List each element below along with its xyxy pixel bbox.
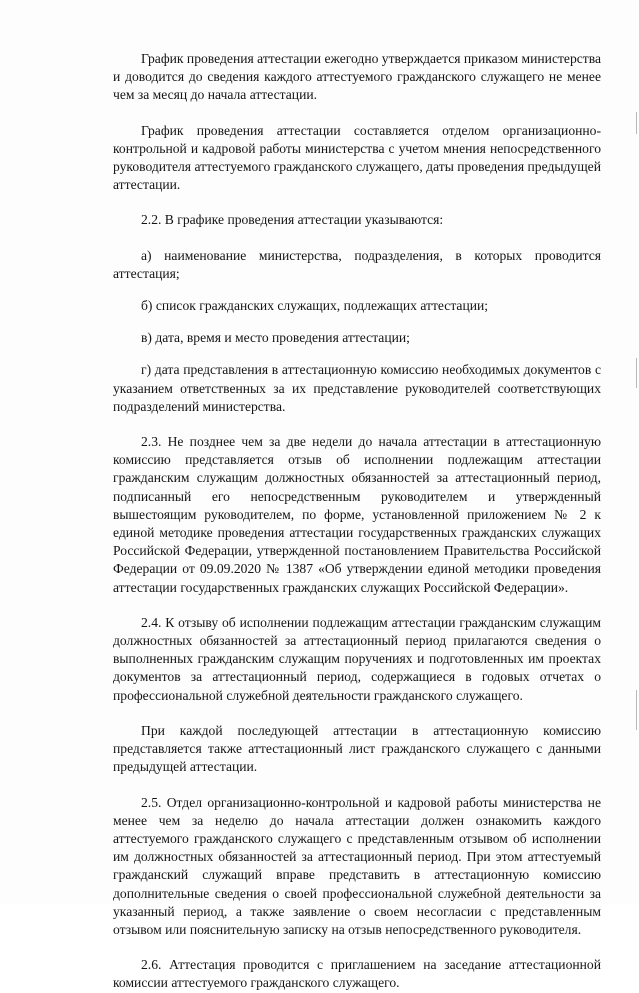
paragraph-schedule-compilation: График проведения аттестации составляется отделом организационно-контрольной и кадровой работы министерства с учетом мнения непосредственного руководителя аттестуемого гражданского служащего, даты проведения предыдущей аттестации. bbox=[113, 122, 601, 193]
paragraph-2-2-b: б) список гражданских служащих, подлежащих аттестации; bbox=[141, 298, 489, 314]
paragraph-2-2: 2.2. В графике проведения аттестации указываются: bbox=[141, 212, 444, 228]
paragraph-schedule-approval: График проведения аттестации ежегодно утверждается приказом министерства и доводится до сведения каждого аттестуемого гражданского служащего не менее чем за месяц до начала аттестации. bbox=[113, 51, 601, 103]
scan-edge-mark bbox=[636, 358, 637, 388]
paragraph-2-6: 2.6. Аттестация проводится с приглашением на заседание аттестационной комиссии аттестуемого гражданского служащего. bbox=[113, 957, 601, 991]
paragraph-2-2-v: в) дата, время и место проведения аттестации; bbox=[141, 330, 410, 346]
paragraph-2-2-g: г) дата представления в аттестационную комиссию необходимых документов с указанием ответственных за их представление руководителей соответствующих подразделений министерства. bbox=[113, 362, 601, 414]
paragraph-2-5: 2.5. Отдел организационно-контрольной и кадровой работы министерства не менее чем за неделю до начала аттестации должен ознакомить каждого аттестуемого гражданского служащего с представленным отзывом об исполнении им должностных обязанностей за аттестационный период. При этом аттестуемый гражданский служащий вправе представить в аттестационную комиссию дополнительные сведения о своей профессиональной служебной деятельности за указанный период, а также заявление о своем несогласии с представленным отзывом или пояснительную записку на отзыв непосредственного руководителя. bbox=[113, 794, 601, 937]
paragraph-2-3: 2.3. Не позднее чем за две недели до начала аттестации в аттестационную комиссию представляется отзыв об исполнении подлежащим аттестации гражданским служащим должностных обязанностей за аттестационный период, подписанный его непосредственным руководителем и утвержденный вышестоящим руководителем, по форме, установленной приложением № 2 к единой методике проведения аттестации государственных гражданских служащих Российской Федерации, утвержденной постановлением Правительства Российской Федерации от 09.09.2020 № 1387 «Об утверждении единой методики проведения аттестации государственных гражданских служащих Российской Федерации». bbox=[113, 434, 601, 595]
paragraph-2-2-a: а) наименование министерства, подразделения, в которых проводится аттестация; bbox=[113, 247, 601, 281]
paragraph-2-4: 2.4. К отзыву об исполнении подлежащим аттестации гражданским служащим должностных обязанностей за аттестационный период прилагаются сведения о выполненных гражданским служащим поручениях и подготовленных им проектах документов за аттестационный период, содержащиеся в годовых отчетах о профессиональной служебной деятельности гражданского служащего. bbox=[113, 614, 601, 703]
scan-edge-mark bbox=[636, 112, 637, 134]
scan-edge-mark bbox=[636, 690, 637, 730]
paragraph-subsequent-attestation: При каждой последующей аттестации в аттестационную комиссию представляется также аттестационный лист гражданского служащего с данными предыдущей аттестации. bbox=[113, 722, 601, 775]
